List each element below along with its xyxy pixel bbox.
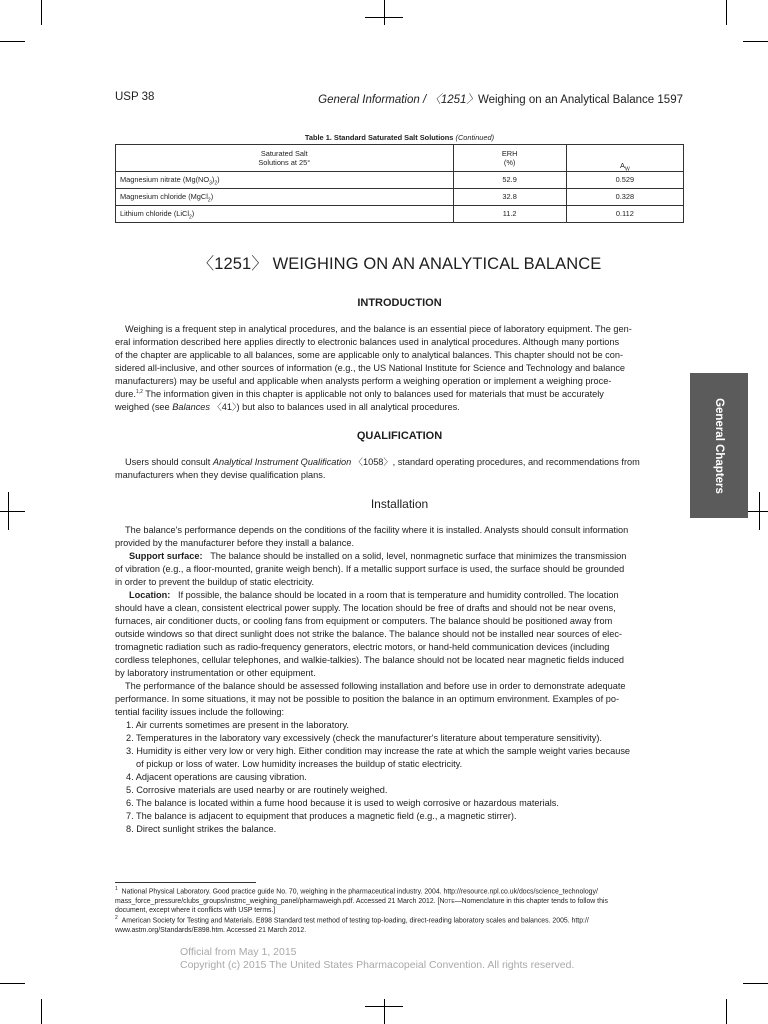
list-item: 8. Direct sunlight strikes the balance.: [126, 824, 277, 834]
crop-mark: [8, 492, 9, 530]
crop-mark: [743, 41, 768, 42]
footnote-divider: [115, 882, 256, 883]
installation-heading: Installation: [370, 497, 429, 511]
running-header-left: USP 38: [115, 91, 155, 103]
crop-mark: [0, 511, 25, 512]
footnote-marker: 1: [115, 886, 118, 892]
qualification-paragraph: Users should consult Analytical Instrument Qualification 〈1058〉, standard operating procedures, and recommendations from manufacturers when they devise qualification plans.: [115, 457, 640, 480]
crop-mark: [384, 999, 385, 1024]
cell-erh: 11.2: [453, 206, 566, 223]
list-item: 1. Air currents sometimes are present in the laboratory.: [126, 720, 349, 730]
crop-mark: [384, 0, 385, 25]
general-chapters-tab: [690, 373, 748, 518]
header-section: General Information / 〈1251〉: [318, 94, 478, 106]
list-item: 2. Temperatures in the laboratory vary excessively (check the manufacturer's literature about temperature sensitivity).: [126, 733, 602, 743]
crop-mark: [726, 999, 727, 1024]
cell-aw: 0.328: [566, 189, 683, 206]
footnote-2: $^2$ American Society for Testing and Materials. E898 Standard test method of testing top-loading, direct-reading laboratory scales and balances. 2005. http:// www.astm.org/Standards/E898.htm. Accessed 21 March 2012.: [115, 915, 589, 934]
list-item: 6. The balance is located within a fume hood because it is used to weigh corrosive or hazardous materials.: [126, 798, 559, 808]
cell-erh: 32.8: [453, 189, 566, 206]
header-chapter-title: Weighing on an Analytical Balance: [477, 94, 655, 106]
column-header-erh: ERH (%): [453, 145, 566, 172]
introduction-paragraph: Weighing is a frequent step in analytical procedures, and the balance is an essential piece of laboratory equipment. The gen- eral information described here applies directly to electronic balances used in analytical procedures. Although many portions of the chapter are applicable to all balances, some are applicable only to analytical balances. This chapter should not be con- sidered all-inclusive, and other sources of information (e.g., the US National Institute for Science and Technology and balance manufacturers) may be useful and applicable when analysts perform a weighing operation or implement a weighing proce- dure.$^{1,2}$ The information given in this chapter is applicable not only to balances used for materials that must be accurately weighed (see Balances 〈41〉) but also to balances used in all analytical procedures.: [115, 324, 632, 412]
table-row: [116, 172, 684, 189]
footnote-reference: 1,2: [135, 388, 143, 395]
table-title-note: (Continued): [455, 133, 495, 142]
footnote-1: $^1$ National Physical Laboratory. Good practice guide No. 70, weighing in the pharmaceutical industry. 2004. http://resource.npl.co.uk/docs/science_technology/ mass_force_pressure/clubs_groups/instmc_weighing_panel/pharmaweigh.pdf. Accessed 21 March 2012. [Note—Nomenclature in this chapter tends to follow this document, except where it conflicts with USP terms.]: [115, 886, 608, 915]
crop-mark: [41, 999, 42, 1024]
table-row: [116, 206, 684, 223]
table-row: [116, 189, 684, 206]
chapter-title: 〈1251〉 WEIGHING ON AN ANALYTICAL BALANCE: [197, 255, 602, 273]
cell-aw: 0.529: [566, 172, 683, 189]
list-item: 5. Corrosive materials are used nearby or are routinely weighed.: [126, 785, 388, 795]
qualification-heading: QUALIFICATION: [356, 430, 443, 442]
column-header-salt: Saturated Salt Solutions at 25°: [116, 145, 454, 172]
crop-mark: [41, 0, 42, 25]
location-label: Location:: [129, 590, 171, 600]
list-item: 4. Adjacent operations are causing vibration.: [126, 772, 307, 782]
table-title-bold: Table 1. Standard Saturated Salt Solutions: [304, 133, 454, 142]
table-header-row: [116, 145, 684, 172]
facility-issues-list: [115, 719, 684, 836]
official-date-watermark: Official from May 1, 2015: [180, 946, 297, 958]
salt-solutions-table: [115, 144, 684, 223]
copyright-watermark: Copyright (c) 2015 The United States Pharmacopeial Convention. All rights reserved.: [180, 959, 575, 971]
table-title: [115, 133, 684, 142]
cell-salt: Magnesium chloride (MgCl$_2$): [116, 189, 454, 206]
crop-mark: [726, 0, 727, 25]
crop-mark: [0, 41, 25, 42]
footnote-marker: 2: [115, 915, 118, 921]
cell-erh: 52.9: [453, 172, 566, 189]
cell-aw: 0.112: [566, 206, 683, 223]
cell-salt: Magnesium nitrate $(Mg(NO_3)_2)$: [116, 172, 454, 189]
list-item: 7. The balance is adjacent to equipment that produces a magnetic field (e.g., a magnetic stirrer).: [126, 811, 517, 821]
introduction-heading: INTRODUCTION: [357, 297, 442, 309]
column-header-aw: $A_W$: [566, 145, 683, 172]
page-number: 1597: [657, 94, 683, 106]
installation-paragraph: The balance's performance depends on the conditions of the facility where it is installed. Analysts should consult information provided by the manufacturer before they install a balance. Support surface: The balance should be installed on a solid, level, nonmagnetic surface that minimizes the transmission of vibration (e.g., a floor-mounted, granite weigh bench). If a metallic support surface is used, the surface should be grounded in order to prevent the buildup of static electricity. Location: If possible, the balance should be located in a room that is temperature and humidity controlled. The location should have a clean, consistent electrical power supply. The location should be free of drafts and should not be near ovens, furnaces, air conditioner ducts, or cooling fans from equipment or computers. The balance should be positioned away from outside windows so that direct sunlight does not strike the balance. The balance should not be installed near sources of elec- tromagnetic radiation such as radio-frequency generators, electric motors, or hand-held communication devices (including cordless telephones, cellular telephones, and walkie-talkies). The balance should not be located near magnetic fields induced by laboratory instrumentation or other equipment. The performance of the balance should be assessed following installation and before use in order to demonstrate adequate performance. In some situations, it may not be possible to position the balance in an optimum environment. Examples of po- tential facility issues include the following:: [115, 525, 629, 717]
crop-mark: [759, 492, 760, 530]
crop-mark: [743, 983, 768, 984]
cell-salt: Lithium chloride (LiCl$_2$): [116, 206, 454, 223]
list-item: 3. Humidity is either very low or very high. Either condition may increase the rate at which the sample weight varies because of pickup or loss of water. Low humidity increases the buildup of static electricity.: [126, 746, 631, 769]
crop-mark: [0, 983, 25, 984]
running-header-right: [318, 91, 683, 107]
support-surface-label: Support surface:: [129, 551, 203, 561]
side-tab-label: General Chapters: [713, 397, 725, 494]
